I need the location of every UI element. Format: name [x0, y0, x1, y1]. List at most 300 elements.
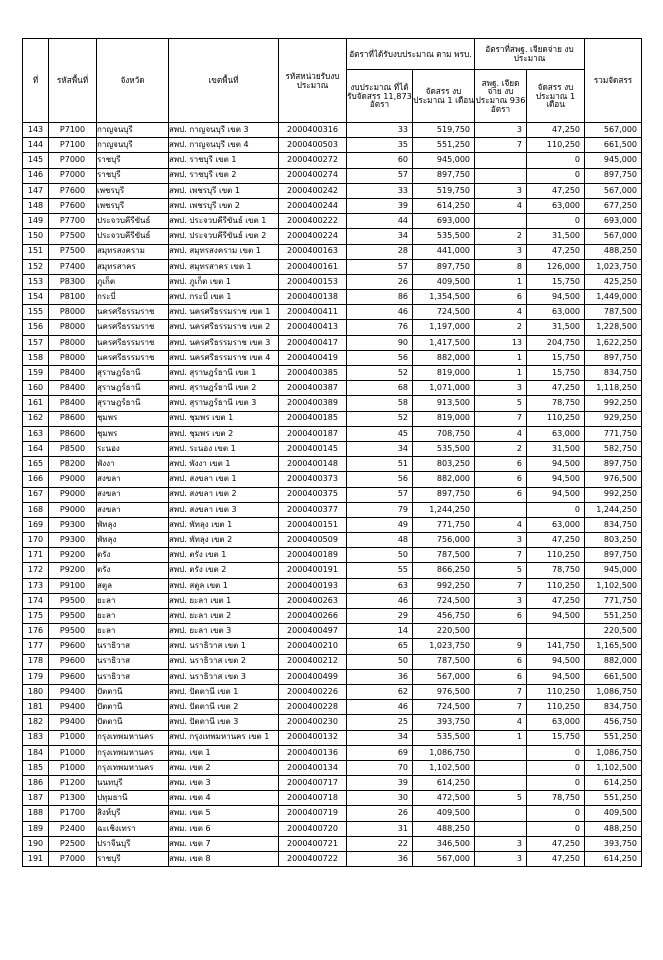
cell-province: ชุมพร — [97, 411, 169, 426]
cell-no: 174 — [23, 593, 49, 608]
cell-sapru-rate: 3 — [475, 533, 527, 548]
cell-province: ยะลา — [97, 624, 169, 639]
cell-zone: สพป. นครศรีธรรมราช เขต 4 — [169, 350, 279, 365]
cell-alloc-1month: 1,086,750 — [413, 745, 475, 760]
cell-budget-rate: 29 — [347, 609, 413, 624]
cell-alloc-1month: 1,197,000 — [413, 320, 475, 335]
budget-allocation-table — [22, 38, 642, 867]
table-row — [23, 411, 642, 426]
table-row — [23, 533, 642, 548]
cell-alloc-1month-2: 0 — [527, 806, 585, 821]
cell-no: 154 — [23, 290, 49, 305]
cell-sapru-rate: 3 — [475, 381, 527, 396]
cell-budget-rate: 62 — [347, 684, 413, 699]
cell-budget-rate: 68 — [347, 381, 413, 396]
cell-area-code: P9000 — [49, 472, 97, 487]
cell-no: 149 — [23, 214, 49, 229]
cell-zone: สพป. นราธิวาส เขต 1 — [169, 639, 279, 654]
cell-sapru-rate: 3 — [475, 123, 527, 138]
cell-zone: สพป. ภูเก็ต เขต 1 — [169, 274, 279, 289]
table-row — [23, 669, 642, 684]
cell-province: นนทบุรี — [97, 776, 169, 791]
table-row — [23, 821, 642, 836]
cell-area-code: P7600 — [49, 198, 97, 213]
cell-total: 1,449,000 — [585, 290, 642, 305]
cell-unit-code: 2000400244 — [279, 198, 347, 213]
cell-province: นครศรีธรรมราช — [97, 305, 169, 320]
cell-unit-code: 2000400134 — [279, 760, 347, 775]
cell-sapru-rate: 9 — [475, 639, 527, 654]
cell-alloc-1month: 708,750 — [413, 426, 475, 441]
cell-zone: สพป. สมุทรสงคราม เขต 1 — [169, 244, 279, 259]
cell-area-code: P9200 — [49, 563, 97, 578]
cell-sapru-rate: 6 — [475, 654, 527, 669]
cell-alloc-1month-2: 0 — [527, 821, 585, 836]
table-row — [23, 244, 642, 259]
cell-alloc-1month-2: 0 — [527, 760, 585, 775]
header-zone: เขตพื้นที่ — [169, 39, 279, 123]
cell-sapru-rate: 7 — [475, 700, 527, 715]
cell-alloc-1month-2: 47,250 — [527, 852, 585, 867]
cell-unit-code: 2000400266 — [279, 609, 347, 624]
cell-budget-rate: 48 — [347, 533, 413, 548]
cell-province: กาญจนบุรี — [97, 123, 169, 138]
cell-unit-code: 2000400224 — [279, 229, 347, 244]
cell-no: 185 — [23, 760, 49, 775]
table-row — [23, 593, 642, 608]
cell-sapru-rate: 4 — [475, 305, 527, 320]
cell-no: 175 — [23, 609, 49, 624]
cell-sapru-rate: 1 — [475, 350, 527, 365]
cell-zone: สพม. เขต 6 — [169, 821, 279, 836]
cell-zone: สพป. สุราษฎร์ธานี เขต 3 — [169, 396, 279, 411]
cell-budget-rate: 63 — [347, 578, 413, 593]
table-row — [23, 153, 642, 168]
cell-alloc-1month: 1,244,250 — [413, 502, 475, 517]
cell-province: ชุมพร — [97, 426, 169, 441]
cell-province: ตรัง — [97, 548, 169, 563]
cell-budget-rate: 65 — [347, 639, 413, 654]
cell-alloc-1month: 1,023,750 — [413, 639, 475, 654]
cell-area-code: P8000 — [49, 320, 97, 335]
cell-total: 1,102,500 — [585, 760, 642, 775]
cell-alloc-1month-2: 94,500 — [527, 609, 585, 624]
cell-no: 171 — [23, 548, 49, 563]
cell-area-code: P7500 — [49, 244, 97, 259]
cell-area-code: P9400 — [49, 700, 97, 715]
cell-alloc-1month-2: 78,750 — [527, 396, 585, 411]
cell-unit-code: 2000400503 — [279, 138, 347, 153]
cell-alloc-1month: 535,500 — [413, 441, 475, 456]
cell-budget-rate: 33 — [347, 123, 413, 138]
cell-zone: สพป. สงขลา เขต 1 — [169, 472, 279, 487]
table-row — [23, 487, 642, 502]
cell-zone: สพม. เขต 3 — [169, 776, 279, 791]
cell-alloc-1month-2: 110,250 — [527, 578, 585, 593]
cell-no: 176 — [23, 624, 49, 639]
cell-zone: สพม. เขต 4 — [169, 791, 279, 806]
cell-unit-code: 2000400138 — [279, 290, 347, 305]
cell-alloc-1month-2: 78,750 — [527, 791, 585, 806]
cell-budget-rate: 69 — [347, 745, 413, 760]
table-row — [23, 290, 642, 305]
cell-total: 834,750 — [585, 366, 642, 381]
cell-province: ปทุมธานี — [97, 791, 169, 806]
cell-sapru-rate — [475, 745, 527, 760]
cell-alloc-1month: 724,500 — [413, 305, 475, 320]
table-row — [23, 760, 642, 775]
cell-area-code: P9000 — [49, 502, 97, 517]
cell-alloc-1month-2: 110,250 — [527, 548, 585, 563]
cell-unit-code: 2000400419 — [279, 350, 347, 365]
cell-sapru-rate: 7 — [475, 548, 527, 563]
cell-total: 1,244,250 — [585, 502, 642, 517]
table-row — [23, 654, 642, 669]
cell-no: 152 — [23, 259, 49, 274]
cell-sapru-rate: 7 — [475, 578, 527, 593]
cell-alloc-1month-2: 0 — [527, 153, 585, 168]
cell-unit-code: 2000400497 — [279, 624, 347, 639]
cell-alloc-1month: 472,500 — [413, 791, 475, 806]
cell-area-code: P7000 — [49, 153, 97, 168]
cell-unit-code: 2000400411 — [279, 305, 347, 320]
cell-budget-rate: 46 — [347, 305, 413, 320]
cell-area-code: P8000 — [49, 350, 97, 365]
cell-sapru-rate — [475, 153, 527, 168]
cell-area-code: P9600 — [49, 669, 97, 684]
cell-province: ราชบุรี — [97, 852, 169, 867]
cell-area-code: P8000 — [49, 305, 97, 320]
cell-total: 945,000 — [585, 563, 642, 578]
cell-alloc-1month-2: 47,250 — [527, 533, 585, 548]
cell-unit-code: 2000400193 — [279, 578, 347, 593]
cell-unit-code: 2000400189 — [279, 548, 347, 563]
cell-total: 567,000 — [585, 229, 642, 244]
cell-budget-rate: 31 — [347, 821, 413, 836]
cell-no: 165 — [23, 457, 49, 472]
cell-sapru-rate — [475, 214, 527, 229]
cell-budget-rate: 28 — [347, 244, 413, 259]
cell-no: 191 — [23, 852, 49, 867]
cell-sapru-rate: 7 — [475, 411, 527, 426]
table-row — [23, 229, 642, 244]
cell-total: 567,000 — [585, 123, 642, 138]
cell-sapru-rate: 4 — [475, 198, 527, 213]
cell-zone: สพม. เขต 5 — [169, 806, 279, 821]
cell-total: 456,750 — [585, 715, 642, 730]
cell-area-code: P8100 — [49, 290, 97, 305]
table-row — [23, 441, 642, 456]
cell-area-code: P9300 — [49, 533, 97, 548]
cell-total: 220,500 — [585, 624, 642, 639]
cell-alloc-1month-2: 47,250 — [527, 183, 585, 198]
cell-budget-rate: 34 — [347, 229, 413, 244]
cell-unit-code: 2000400226 — [279, 684, 347, 699]
cell-province: สตูล — [97, 578, 169, 593]
cell-province: กรุงเทพมหานคร — [97, 730, 169, 745]
cell-sapru-rate: 7 — [475, 138, 527, 153]
cell-province: เพชรบุรี — [97, 198, 169, 213]
cell-province: ปัตตานี — [97, 715, 169, 730]
table-row — [23, 502, 642, 517]
cell-budget-rate: 57 — [347, 487, 413, 502]
cell-unit-code: 2000400132 — [279, 730, 347, 745]
cell-area-code: P7000 — [49, 168, 97, 183]
cell-province: เพชรบุรี — [97, 183, 169, 198]
table-row — [23, 730, 642, 745]
cell-province: สุราษฎร์ธานี — [97, 366, 169, 381]
cell-unit-code: 2000400385 — [279, 366, 347, 381]
cell-no: 159 — [23, 366, 49, 381]
cell-alloc-1month: 819,000 — [413, 411, 475, 426]
cell-alloc-1month: 346,500 — [413, 836, 475, 851]
cell-alloc-1month: 819,000 — [413, 366, 475, 381]
cell-alloc-1month-2: 47,250 — [527, 123, 585, 138]
cell-province: นราธิวาส — [97, 669, 169, 684]
cell-province: ระนอง — [97, 441, 169, 456]
cell-province: กรุงเทพมหานคร — [97, 745, 169, 760]
cell-alloc-1month: 409,500 — [413, 274, 475, 289]
cell-budget-rate: 79 — [347, 502, 413, 517]
cell-unit-code: 2000400389 — [279, 396, 347, 411]
cell-zone: สพป. ปัตตานี เขต 3 — [169, 715, 279, 730]
cell-no: 166 — [23, 472, 49, 487]
cell-area-code: P8000 — [49, 335, 97, 350]
cell-unit-code: 2000400230 — [279, 715, 347, 730]
cell-zone: สพป. ยะลา เขต 2 — [169, 609, 279, 624]
table-row — [23, 563, 642, 578]
cell-sapru-rate — [475, 168, 527, 183]
cell-zone: สพป. สงขลา เขต 3 — [169, 502, 279, 517]
cell-alloc-1month-2: 110,250 — [527, 411, 585, 426]
cell-total: 425,250 — [585, 274, 642, 289]
cell-alloc-1month-2: 94,500 — [527, 654, 585, 669]
cell-budget-rate: 70 — [347, 760, 413, 775]
header-budget-rate: งบประมาณ ที่ได้รับจัดสรร 11,873 อัตรา — [347, 70, 413, 123]
cell-area-code: P9500 — [49, 609, 97, 624]
cell-total: 897,750 — [585, 168, 642, 183]
cell-budget-rate: 76 — [347, 320, 413, 335]
cell-area-code: P7500 — [49, 229, 97, 244]
cell-budget-rate: 26 — [347, 274, 413, 289]
cell-sapru-rate — [475, 806, 527, 821]
cell-alloc-1month: 519,750 — [413, 123, 475, 138]
cell-total: 693,000 — [585, 214, 642, 229]
cell-no: 180 — [23, 684, 49, 699]
cell-alloc-1month-2: 63,000 — [527, 305, 585, 320]
table-row — [23, 700, 642, 715]
cell-unit-code: 2000400499 — [279, 669, 347, 684]
cell-budget-rate: 33 — [347, 183, 413, 198]
cell-total: 661,500 — [585, 138, 642, 153]
cell-province: กรุงเทพมหานคร — [97, 760, 169, 775]
cell-unit-code: 2000400228 — [279, 700, 347, 715]
cell-area-code: P2500 — [49, 836, 97, 851]
cell-province: สมุทรสาคร — [97, 259, 169, 274]
header-group-budget-law: อัตราที่ได้รับงบประมาณ ตาม พรบ. — [347, 39, 475, 70]
cell-zone: สพป. กระบี่ เขต 1 — [169, 290, 279, 305]
cell-sapru-rate: 1 — [475, 274, 527, 289]
cell-budget-rate: 22 — [347, 836, 413, 851]
cell-province: สุราษฎร์ธานี — [97, 396, 169, 411]
cell-sapru-rate: 2 — [475, 441, 527, 456]
cell-area-code: P8600 — [49, 411, 97, 426]
cell-sapru-rate: 6 — [475, 487, 527, 502]
cell-alloc-1month-2: 47,250 — [527, 836, 585, 851]
cell-province: สมุทรสงคราม — [97, 244, 169, 259]
cell-budget-rate: 56 — [347, 472, 413, 487]
cell-alloc-1month: 1,354,500 — [413, 290, 475, 305]
cell-alloc-1month: 220,500 — [413, 624, 475, 639]
cell-budget-rate: 26 — [347, 806, 413, 821]
cell-total: 551,250 — [585, 609, 642, 624]
cell-total: 992,250 — [585, 487, 642, 502]
cell-sapru-rate: 5 — [475, 563, 527, 578]
cell-alloc-1month: 724,500 — [413, 593, 475, 608]
cell-area-code: P1000 — [49, 760, 97, 775]
cell-sapru-rate — [475, 821, 527, 836]
cell-alloc-1month-2: 31,500 — [527, 229, 585, 244]
cell-alloc-1month: 441,000 — [413, 244, 475, 259]
table-row — [23, 138, 642, 153]
cell-total: 1,023,750 — [585, 259, 642, 274]
cell-province: นราธิวาส — [97, 654, 169, 669]
cell-area-code: P8500 — [49, 441, 97, 456]
cell-no: 187 — [23, 791, 49, 806]
cell-area-code: P9100 — [49, 578, 97, 593]
cell-no: 169 — [23, 517, 49, 532]
cell-no: 183 — [23, 730, 49, 745]
cell-alloc-1month: 866,250 — [413, 563, 475, 578]
table-row — [23, 123, 642, 138]
cell-alloc-1month-2: 94,500 — [527, 487, 585, 502]
cell-province: นครศรีธรรมราช — [97, 335, 169, 350]
cell-area-code: P9400 — [49, 684, 97, 699]
cell-sapru-rate: 4 — [475, 517, 527, 532]
cell-alloc-1month: 945,000 — [413, 153, 475, 168]
cell-sapru-rate: 6 — [475, 472, 527, 487]
cell-zone: สพป. ระนอง เขต 1 — [169, 441, 279, 456]
cell-zone: สพป. นราธิวาส เขต 3 — [169, 669, 279, 684]
cell-sapru-rate — [475, 760, 527, 775]
cell-no: 153 — [23, 274, 49, 289]
cell-total: 1,165,500 — [585, 639, 642, 654]
cell-budget-rate: 90 — [347, 335, 413, 350]
table-row — [23, 852, 642, 867]
cell-zone: สพป. นราธิวาส เขต 2 — [169, 654, 279, 669]
header-unit-code: รหัสหน่วยรับงบประมาณ — [279, 39, 347, 123]
cell-zone: สพป. ตรัง เขต 2 — [169, 563, 279, 578]
cell-alloc-1month-2: 94,500 — [527, 290, 585, 305]
cell-budget-rate: 60 — [347, 153, 413, 168]
cell-area-code: P8400 — [49, 396, 97, 411]
cell-area-code: P7100 — [49, 123, 97, 138]
cell-zone: สพป. กาญจนบุรี เขต 3 — [169, 123, 279, 138]
cell-province: ตรัง — [97, 563, 169, 578]
table-row — [23, 578, 642, 593]
cell-province: นราธิวาส — [97, 639, 169, 654]
cell-alloc-1month-2: 110,250 — [527, 684, 585, 699]
cell-province: ปัตตานี — [97, 700, 169, 715]
cell-sapru-rate: 7 — [475, 684, 527, 699]
cell-zone: สพป. สุราษฎร์ธานี เขต 2 — [169, 381, 279, 396]
cell-alloc-1month-2: 204,750 — [527, 335, 585, 350]
header-alloc-1month-2: จัดสรร งบประมาณ 1 เดือน — [527, 70, 585, 123]
cell-province: ราชบุรี — [97, 153, 169, 168]
header-alloc-1month: จัดสรร งบประมาณ 1 เดือน — [413, 70, 475, 123]
cell-alloc-1month-2: 110,250 — [527, 138, 585, 153]
cell-area-code: P8600 — [49, 426, 97, 441]
cell-sapru-rate: 3 — [475, 836, 527, 851]
cell-alloc-1month: 693,000 — [413, 214, 475, 229]
cell-area-code: P2400 — [49, 821, 97, 836]
cell-alloc-1month-2: 15,750 — [527, 274, 585, 289]
table-header — [23, 39, 642, 123]
cell-zone: สพป. สุราษฎร์ธานี เขต 1 — [169, 366, 279, 381]
cell-zone: สพป. ชุมพร เขต 2 — [169, 426, 279, 441]
cell-area-code: P1000 — [49, 745, 97, 760]
cell-area-code: P7400 — [49, 259, 97, 274]
table-body — [23, 123, 642, 867]
table-row — [23, 836, 642, 851]
cell-sapru-rate: 6 — [475, 609, 527, 624]
cell-alloc-1month: 409,500 — [413, 806, 475, 821]
table-row — [23, 684, 642, 699]
cell-total: 614,250 — [585, 852, 642, 867]
cell-alloc-1month: 787,500 — [413, 548, 475, 563]
cell-total: 661,500 — [585, 669, 642, 684]
cell-no: 184 — [23, 745, 49, 760]
cell-sapru-rate: 5 — [475, 791, 527, 806]
table-row — [23, 396, 642, 411]
cell-total: 1,086,750 — [585, 745, 642, 760]
cell-province: สุราษฎร์ธานี — [97, 381, 169, 396]
cell-no: 190 — [23, 836, 49, 851]
cell-area-code: P9200 — [49, 548, 97, 563]
cell-zone: สพม. เขต 8 — [169, 852, 279, 867]
cell-unit-code: 2000400148 — [279, 457, 347, 472]
cell-area-code: P1000 — [49, 730, 97, 745]
cell-budget-rate: 14 — [347, 624, 413, 639]
cell-zone: สพป. พังงา เขต 1 — [169, 457, 279, 472]
table-row — [23, 305, 642, 320]
cell-unit-code: 2000400242 — [279, 183, 347, 198]
cell-province: ประจวบคีรีขันธ์ — [97, 214, 169, 229]
cell-zone: สพป. ชุมพร เขต 1 — [169, 411, 279, 426]
cell-province: ปราจีนบุรี — [97, 836, 169, 851]
cell-budget-rate: 46 — [347, 700, 413, 715]
cell-no: 186 — [23, 776, 49, 791]
cell-no: 164 — [23, 441, 49, 456]
cell-alloc-1month: 488,250 — [413, 821, 475, 836]
cell-unit-code: 2000400153 — [279, 274, 347, 289]
table-row — [23, 198, 642, 213]
cell-unit-code: 2000400722 — [279, 852, 347, 867]
cell-budget-rate: 30 — [347, 791, 413, 806]
cell-no: 188 — [23, 806, 49, 821]
cell-sapru-rate: 1 — [475, 730, 527, 745]
cell-budget-rate: 57 — [347, 168, 413, 183]
cell-sapru-rate: 13 — [475, 335, 527, 350]
cell-total: 803,250 — [585, 533, 642, 548]
cell-zone: สพป. สมุทรสาคร เขต 1 — [169, 259, 279, 274]
table-row — [23, 806, 642, 821]
cell-budget-rate: 45 — [347, 426, 413, 441]
cell-budget-rate: 34 — [347, 441, 413, 456]
cell-sapru-rate: 2 — [475, 229, 527, 244]
table-row — [23, 426, 642, 441]
cell-budget-rate: 52 — [347, 366, 413, 381]
